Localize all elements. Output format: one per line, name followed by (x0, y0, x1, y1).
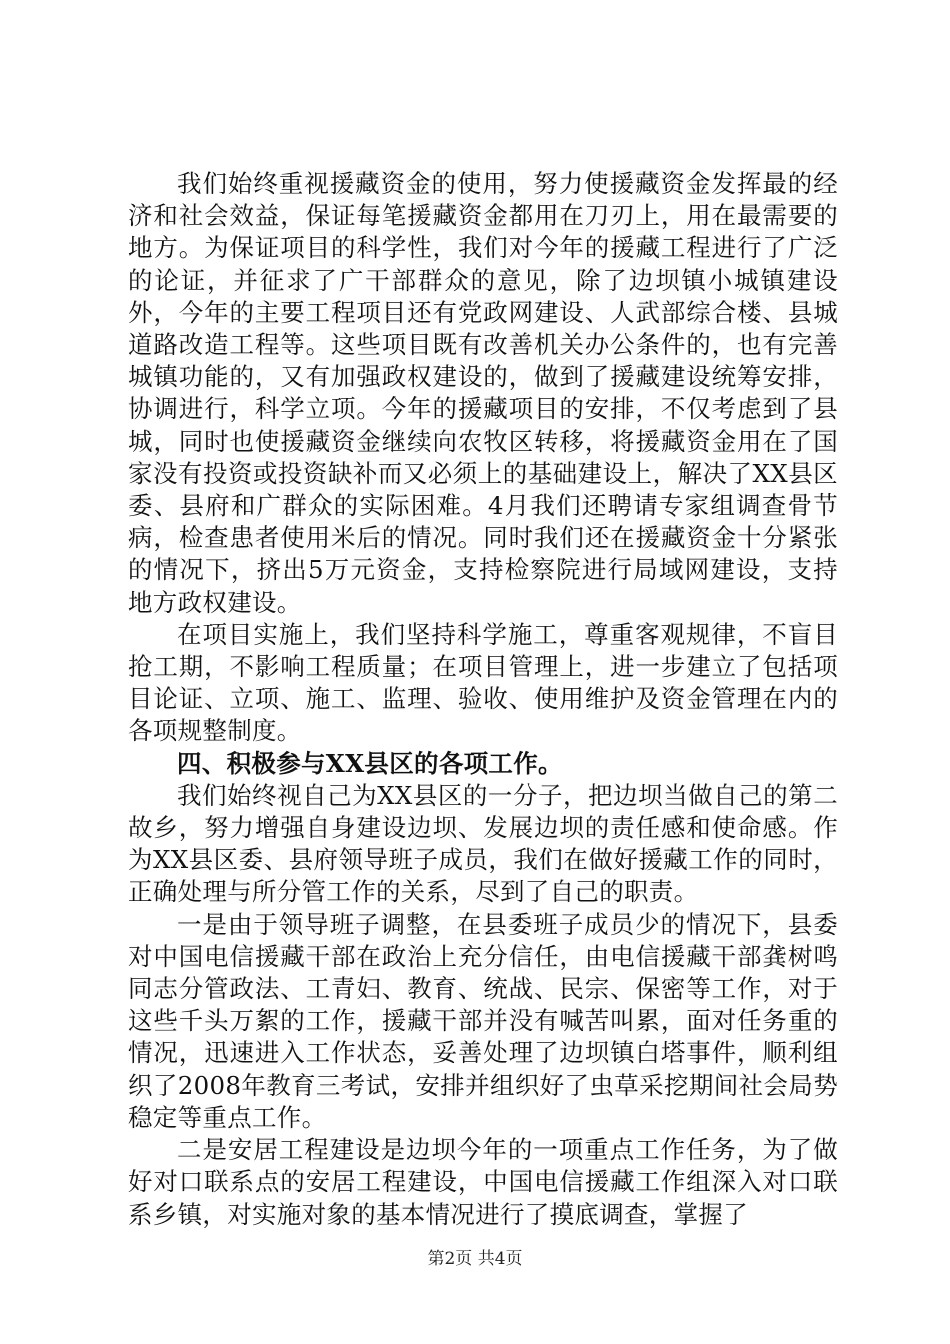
document-body (128, 168, 838, 1231)
section-heading-four: 四、积极参与XX县区的各项工作。 (177, 748, 563, 778)
paragraph-point-one: 一是由于领导班子调整，在县委班子成员少的情况下，县委对中国电信援藏干部在政治上充分信任，由电信援藏干部龚树鸣同志分管政法、工青妇、教育、统战、民宗、保密等工作，对于这些千头万絮的工作，援藏干部并没有喊苦叫累，面对任务重的情况，迅速进入工作状态，妥善处理了边坝镇白塔事件，顺利组织了2008年教育三考试，安排并组织好了虫草采挖期间社会局势稳定等重点工作。 (128, 909, 838, 1132)
page-footer: 第2页 共4页 (427, 1249, 523, 1269)
paragraph-point-two: 二是安居工程建设是边坝今年的一项重点工作任务，为了做好对口联系点的安居工程建设，中国电信援藏工作组深入对口联系乡镇，对实施对象的基本情况进行了摸底调查，掌握了 (128, 1135, 838, 1229)
paragraph-aid-funds: 我们始终重视援藏资金的使用，努力使援藏资金发挥最的经济和社会效益，保证每笔援藏资金都用在刀刃上，用在最需要的地方。为保证项目的科学性，我们对今年的援藏工程进行了广泛的论证，并征求了广干部群众的意见，除了边坝镇小城镇建设外，今年的主要工程项目还有党政网建设、人武部综合楼、县城道路改造工程等。这些项目既有改善机关办公条件的，也有完善城镇功能的，又有加强政权建设的，做到了援藏建设统筹安排，协调进行，科学立项。今年的援藏项目的安排，不仅考虑到了县城，同时也使援藏资金继续向农牧区转移，将援藏资金用在了国家没有投资或投资缺补而又必须上的基础建设上，解决了XX县区委、县府和广群众的实际困难。4月我们还聘请专家组调查骨节病，检查患者使用米后的情况。同时我们还在援藏资金十分紧张的情况下，挤出5万元资金，支持检察院进行局域网建设，支持地方政权建设。 (128, 169, 839, 617)
paragraph-participation: 我们始终视自己为XX县区的一分子，把边坝当做自己的第二故乡，努力增强自身建设边坝、发展边坝的责任感和使命感。作为XX县区委、县府领导班子成员，我们在做好援藏工作的同时，正确处理与所分管工作的关系，尽到了自己的职责。 (128, 780, 838, 907)
paragraph-project-implementation: 在项目实施上，我们坚持科学施工，尊重客观规律，不盲目抢工期，不影响工程质量；在项目管理上，进一步建立了包括项目论证、立项、施工、监理、验收、使用维护及资金管理在内的各项规整制度。 (128, 619, 838, 746)
